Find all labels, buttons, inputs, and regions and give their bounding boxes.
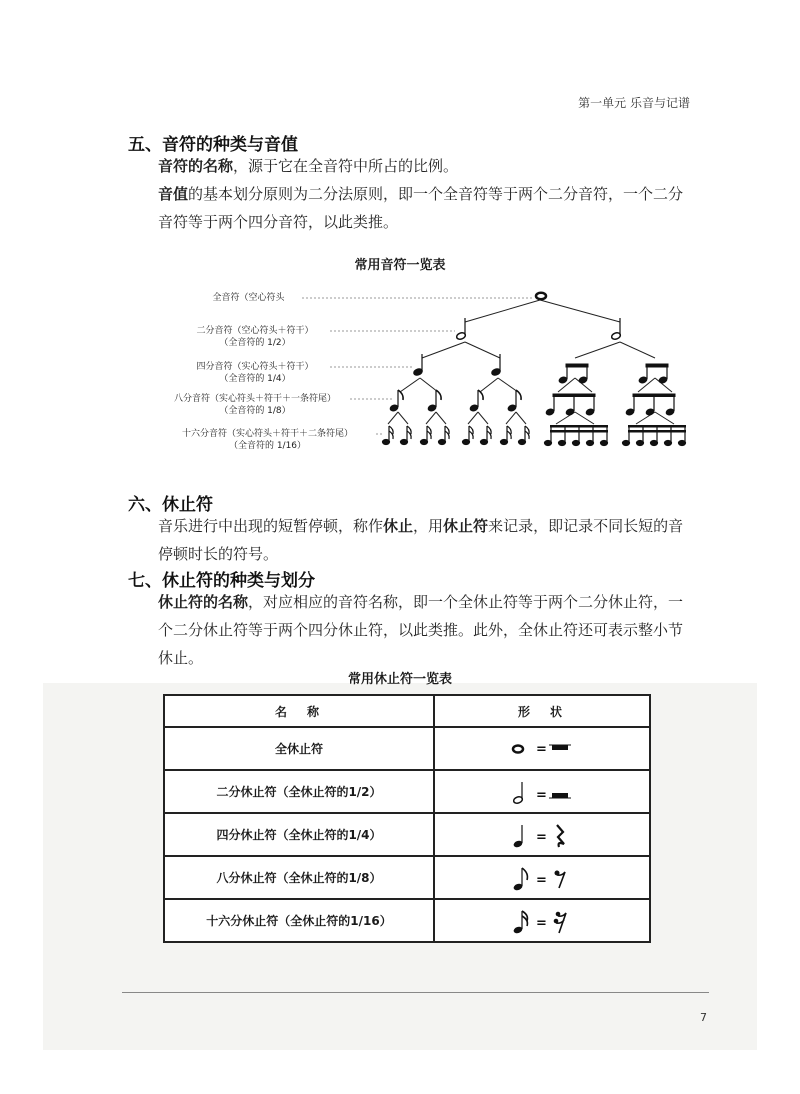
rest-name-cell: 十六分休止符（全休止符的1/16）	[164, 899, 434, 942]
quarter-note-glyph	[413, 354, 424, 376]
eighth-note-glyph	[389, 390, 403, 412]
half-rest-icon	[502, 778, 582, 806]
whole-rest-icon	[502, 739, 582, 759]
label-half-note: 二分音符（空心符头＋符干） （全音符的 1/2）	[196, 326, 314, 348]
section6-title: 六、休止符	[128, 495, 213, 515]
table-row	[164, 770, 650, 813]
equals-sign: =	[536, 872, 547, 888]
section5-p1-text: ，源于它在全音符中所占的比例。	[233, 157, 459, 175]
chapter-header: 第一单元 乐音与记谱	[578, 96, 690, 110]
beamed-quarter-group-glyph	[638, 364, 668, 384]
equals-sign: =	[536, 787, 547, 803]
quarter-note-glyph	[491, 354, 502, 376]
eighth-note-glyph	[469, 390, 483, 412]
rest-name-cell: 四分休止符（全休止符的1/4）	[164, 813, 434, 856]
keyword-rest-symbol: 休止符	[443, 517, 489, 535]
beamed-quarter-group-glyph	[558, 364, 588, 384]
section6-text-a: 音乐进行中出现的短暂停顿，称作	[158, 517, 384, 535]
keyword-note-name: 音符的名称	[158, 157, 234, 175]
equals-sign: =	[536, 915, 547, 931]
table-row	[164, 899, 650, 942]
section6-paragraph	[128, 512, 688, 568]
keyword-rest: 休止	[383, 517, 414, 535]
whole-note-glyph	[536, 293, 546, 299]
header-shape: 形 状	[434, 695, 650, 727]
label-whole-note: 全音符（空心符头	[212, 293, 285, 303]
beamed-sixteenth-group-glyph	[623, 425, 687, 446]
sixteenth-note-row-glyphs	[383, 426, 530, 445]
rest-name-cell: 八分休止符（全休止符的1/8）	[164, 856, 434, 899]
rest-shape-cell	[434, 727, 650, 770]
label-eighth-note: 八分音符（实心符头＋符干＋一条符尾） （全音符的 1/8）	[173, 394, 336, 416]
rest-table-caption: 常用休止符一览表	[347, 672, 452, 687]
sixteenth-rest-icon	[502, 906, 582, 936]
rest-shape-cell	[434, 899, 650, 942]
footer-divider	[122, 992, 709, 993]
label-quarter-note: 四分音符（实心符头＋符干） （全音符的 1/4）	[196, 362, 314, 384]
section6-text-c: 来记录，即记录不同长短的音停顿时长的符号。	[158, 517, 684, 563]
section7-title: 七、休止符的种类与划分	[128, 571, 315, 591]
equals-sign: =	[536, 741, 547, 757]
keyword-note-value: 音值	[158, 185, 189, 203]
keyword-rest-name: 休止符的名称	[158, 593, 249, 611]
label-sixteenth-note: 十六分音符（实心符头＋符干＋二条符尾） （全音符的 1/16）	[181, 429, 353, 451]
eighth-note-glyph	[507, 390, 521, 412]
table-row	[164, 856, 650, 899]
rest-shape-cell	[434, 856, 650, 899]
rest-table-header-row	[164, 695, 650, 727]
beamed-eighth-group-glyph	[545, 394, 595, 416]
eighth-note-glyph	[427, 390, 441, 412]
beamed-sixteenth-group-glyph	[545, 425, 609, 446]
page-number: 7	[700, 1011, 707, 1024]
quarter-rest-icon	[502, 820, 582, 850]
header-name: 名 称	[164, 695, 434, 727]
beamed-eighth-group-glyph	[625, 394, 675, 416]
half-note-glyph	[456, 318, 467, 340]
rest-name-cell: 二分休止符（全休止符的1/2）	[164, 770, 434, 813]
table-row	[164, 813, 650, 856]
section6-text-b: ，用	[413, 517, 444, 535]
section7-text: ，对应相应的音符名称，即一个全休止符等于两个二分休止符，一个二分休止符等于两个四分休止符，以此类推。此外，全休止符还可表示整小节休止。	[158, 593, 684, 667]
eighth-rest-icon	[502, 863, 582, 893]
table-row	[164, 727, 650, 770]
equals-sign: =	[536, 829, 547, 845]
rest-table	[163, 694, 651, 943]
section5-title: 五、音符的种类与音值	[128, 135, 298, 155]
rest-name-cell: 全休止符	[164, 727, 434, 770]
rest-shape-cell	[434, 813, 650, 856]
rest-shape-cell	[434, 770, 650, 813]
section5-p2-text: 的基本划分原则为二分法原则，即一个全音符等于两个二分音符，一个二分音符等于两个四分音符，以此类推。	[158, 185, 684, 231]
note-figure-caption: 常用音符一览表	[354, 258, 446, 273]
note-glyphs	[383, 293, 687, 446]
dashed-leader-lines	[302, 298, 532, 434]
section7-paragraph	[128, 588, 688, 672]
